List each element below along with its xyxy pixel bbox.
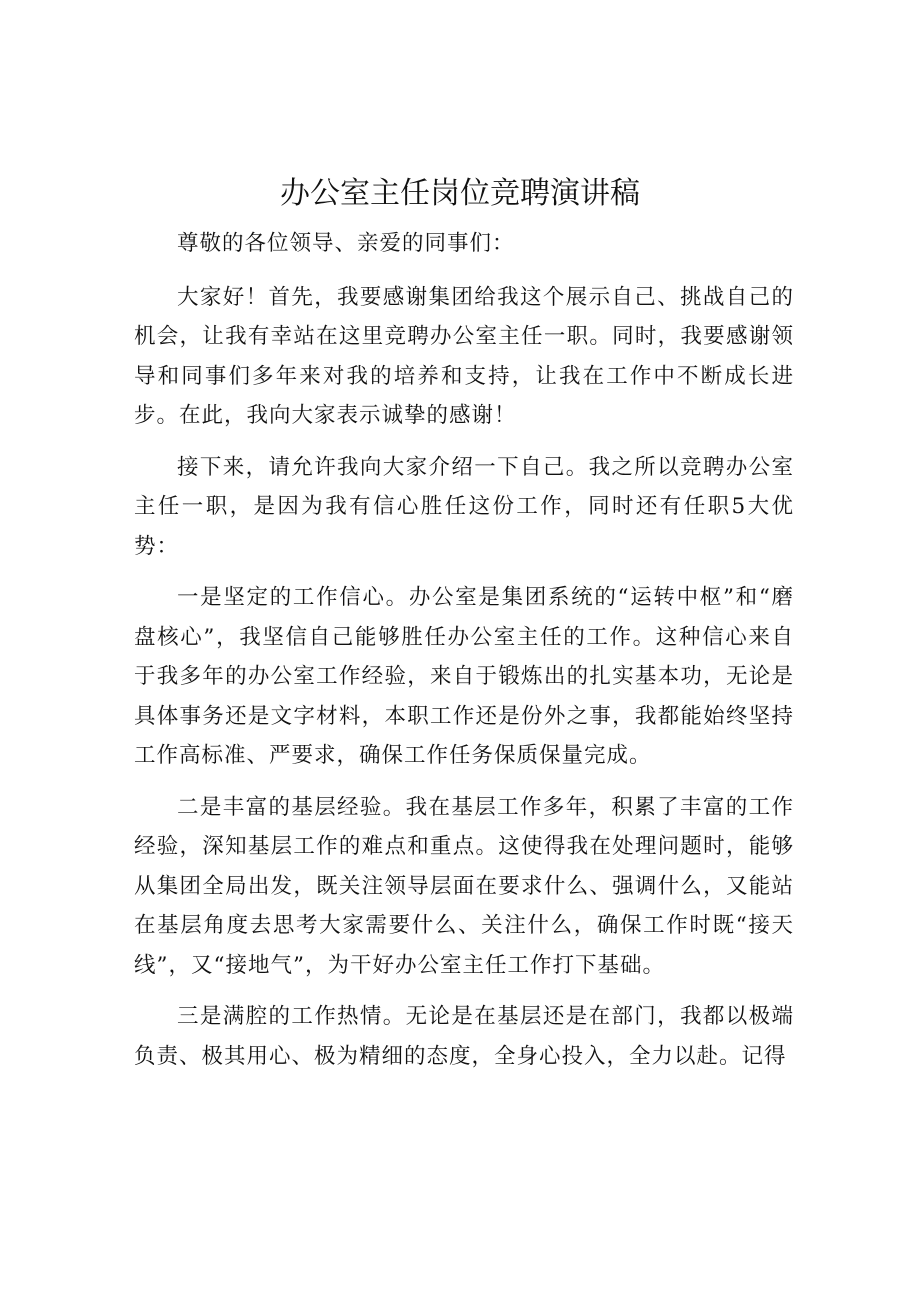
paragraph-introduction: 接下来，请允许我向大家介绍一下自己。我之所以竞聘办公室主任一职，是因为我有信心胜任这份工作，同时还有任职5大优势：: [134, 454, 794, 559]
greeting-paragraph: 尊敬的各位领导、亲爱的同事们：: [177, 231, 515, 256]
document-title: 办公室主任岗位竞聘演讲稿: [280, 176, 640, 211]
document-body: [134, 224, 794, 1088]
paragraph-advantage-1: 一是坚定的工作信心。办公室是集团系统的“运转中枢”和“磨盘核心”，我坚信自己能够胜任办公室主任的工作。这种信心来自于我多年的办公室工作经验，来自于锻炼出的扎实基本功，无论是具体事务还是文字材料，本职工作还是份外之事，我都能始终坚持工作高标准、严要求，确保工作任务保质保量完成。: [134, 585, 794, 768]
paragraph-advantage-3: 三是满腔的工作热情。无论是在基层还是在部门，我都以极端负责、极其用心、极为精细的态度，全身心投入，全力以赴。记得: [134, 1004, 794, 1069]
paragraph-advantage-2: 二是丰富的基层经验。我在基层工作多年，积累了丰富的工作经验，深知基层工作的难点和重点。这使得我在处理问题时，能够从集团全局出发，既关注领导层面在要求什么、强调什么，又能站在基层角度去思考大家需要什么、关注什么，确保工作时既“接天线”，又“接地气”，为干好办公室主任工作打下基础。: [134, 794, 794, 978]
paragraph-opening: 大家好！首先，我要感谢集团给我这个展示自己、挑战自己的机会，让我有幸站在这里竞聘办公室主任一职。同时，我要感谢领导和同事们多年来对我的培养和支持，让我在工作中不断成长进步。在此，我向大家表示诚挚的感谢！: [134, 284, 794, 428]
